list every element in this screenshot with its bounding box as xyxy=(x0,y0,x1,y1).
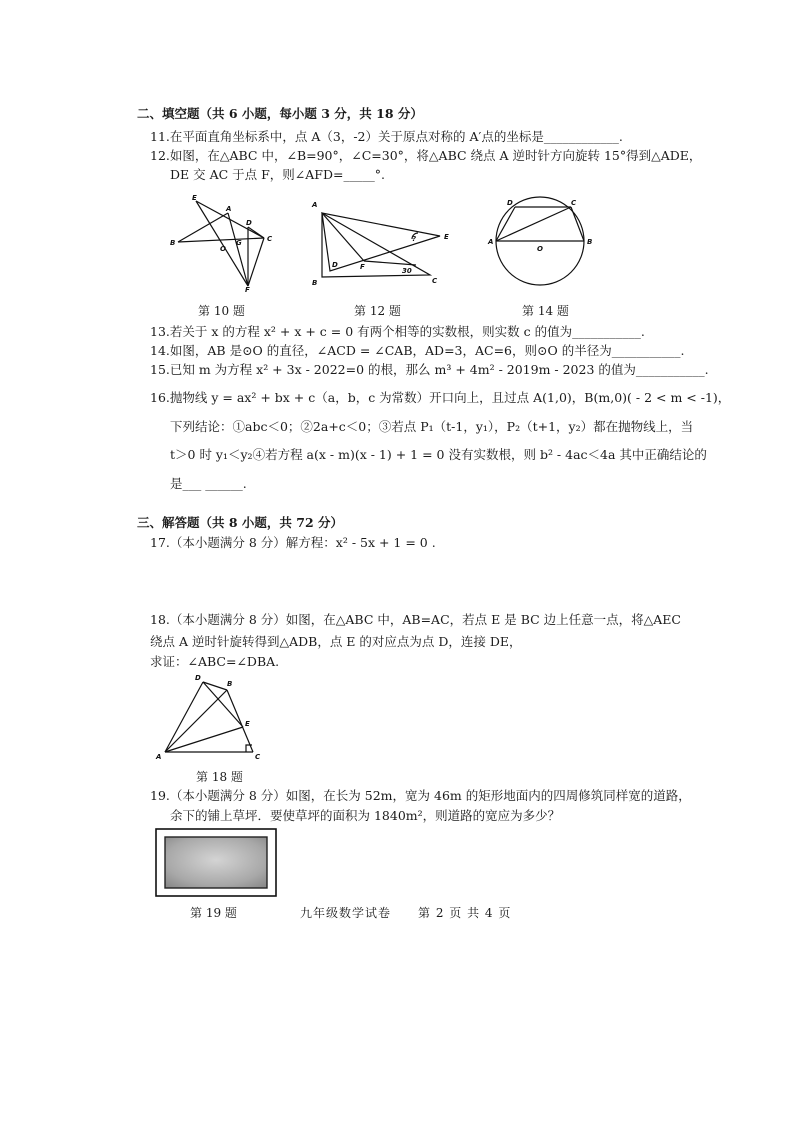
question-17: 17.（本小题满分 8 分）解方程：x² - 5x + 1 = 0 . xyxy=(150,535,436,550)
fig10-line-cf xyxy=(248,238,264,286)
fig12-label-e: E xyxy=(444,233,449,241)
question-13: 13.若关于 x 的方程 x² + x + c = 0 有两个相等的实数根，则实数 c 的值为___________. xyxy=(150,324,645,339)
question-14: 14.如图，AB 是⊙O 的直径，∠ACD = ∠CAB，AD=3，AC=6，则⊙O 的半径为___________. xyxy=(150,343,685,358)
fig10-label-g: G xyxy=(236,239,242,247)
question-12-line-2: DE 交 AC 于点 F，则∠AFD=_____°. xyxy=(170,167,385,182)
fig18-label-d: D xyxy=(195,674,201,682)
question-16-line-4: 是___ ______. xyxy=(170,476,247,491)
fig18-label-b: B xyxy=(227,680,233,688)
question-18-line-3: 求证：∠ABC=∠DBA. xyxy=(150,654,280,669)
fig19-lawn xyxy=(165,837,267,888)
figure-14 xyxy=(485,193,595,293)
fig10-line-dc xyxy=(248,227,264,238)
footer-page-number: 第 2 页 共 4 页 xyxy=(418,906,512,920)
fig12-triangle-abc xyxy=(322,213,430,277)
figure-19 xyxy=(155,828,277,898)
fig14-chord-cb xyxy=(571,207,584,241)
fig12-label-d: D xyxy=(332,261,338,269)
fig12-label-f: F xyxy=(360,263,365,271)
figure-12 xyxy=(308,195,458,287)
question-12-line-1: 12.如图，在△ABC 中，∠B=90°，∠C=30°，将△ABC 绕点 A 逆时针方向旋转 15°得到△ADE， xyxy=(150,148,702,163)
fig14-label-b: B xyxy=(587,238,593,246)
fig10-label-f: F xyxy=(245,286,250,294)
question-19-line-2: 余下的铺上草坪．要使草坪的面积为 1840m²，则道路的宽应为多少？ xyxy=(170,808,561,823)
fig10-label-e: E xyxy=(192,194,197,202)
figure-12-caption: 第 12 题 xyxy=(354,304,401,318)
fig14-label-o: O xyxy=(537,245,543,253)
fig10-label-o: O xyxy=(220,245,226,253)
footer-exam-title: 九年级数学试卷 xyxy=(300,906,392,920)
fig14-label-d: D xyxy=(507,199,513,207)
figure-10 xyxy=(170,194,280,294)
fig18-label-e: E xyxy=(245,720,250,728)
fig10-label-d: D xyxy=(246,219,252,227)
fig10-line-ba xyxy=(178,213,228,242)
question-18-line-1: 18.（本小题满分 8 分）如图，在△ABC 中，AB=AC，若点 E 是 BC 边上任意一点，将△AEC xyxy=(150,612,681,627)
fig10-label-c: C xyxy=(267,235,273,243)
figure-10-caption: 第 10 题 xyxy=(198,304,245,318)
fig14-label-a: A xyxy=(488,238,494,246)
fig12-label-angle: ? xyxy=(412,235,417,243)
question-18-line-2: 绕点 A 逆时针旋转得到△ADB，点 E 的对应点为点 D，连接 DE， xyxy=(150,634,522,649)
fig14-label-c: C xyxy=(571,199,577,207)
section-3-heading: 三、解答题（共 8 小题，共 72 分） xyxy=(137,515,344,530)
question-11: 11.在平面直角坐标系中，点 A（3，-2）关于原点对称的 A′点的坐标是____________. xyxy=(150,129,623,144)
fig12-label-c: C xyxy=(432,277,438,285)
fig12-label-30: 30 xyxy=(402,267,412,275)
fig18-label-c: C xyxy=(255,753,261,761)
question-16-line-1: 16.抛物线 y = ax² + bx + c（a，b，c 为常数）开口向上，且过点 A(1,0)，B(m,0)( - 2 < m < -1)， xyxy=(150,390,731,405)
figure-19-caption: 第 19 题 xyxy=(190,906,237,920)
fig10-label-b: B xyxy=(170,239,176,247)
question-15: 15.已知 m 为方程 x² + 3x - 2022=0 的根，那么 m³ + 4m² - 2019m - 2023 的值为___________. xyxy=(150,362,709,377)
figure-14-caption: 第 14 题 xyxy=(522,304,569,318)
fig18-label-a: A xyxy=(156,753,162,761)
fig10-label-a: A xyxy=(226,205,232,213)
fig12-label-a: A xyxy=(312,201,318,209)
section-2-heading: 二、填空题（共 6 小题，每小题 3 分，共 18 分） xyxy=(137,106,423,121)
fig12-label-b: B xyxy=(312,279,318,287)
question-19-line-1: 19.（本小题满分 8 分）如图，在长为 52m，宽为 46m 的矩形地面内的四周修筑同样宽的道路， xyxy=(150,788,691,803)
figure-18-caption: 第 18 题 xyxy=(196,770,243,784)
question-16-line-2: 下列结论：①abc＜0；②2a+c＜0；③若点 P₁（t-1，y₁），P₂（t+1，y₂）都在抛物线上，当 xyxy=(170,419,694,434)
figure-18 xyxy=(155,672,265,762)
question-16-line-3: t＞0 时 y₁＜y₂④若方程 a(x - m)(x - 1) + 1 = 0 没有实数根，则 b² - 4ac＜4a 其中正确结论的 xyxy=(170,447,707,462)
